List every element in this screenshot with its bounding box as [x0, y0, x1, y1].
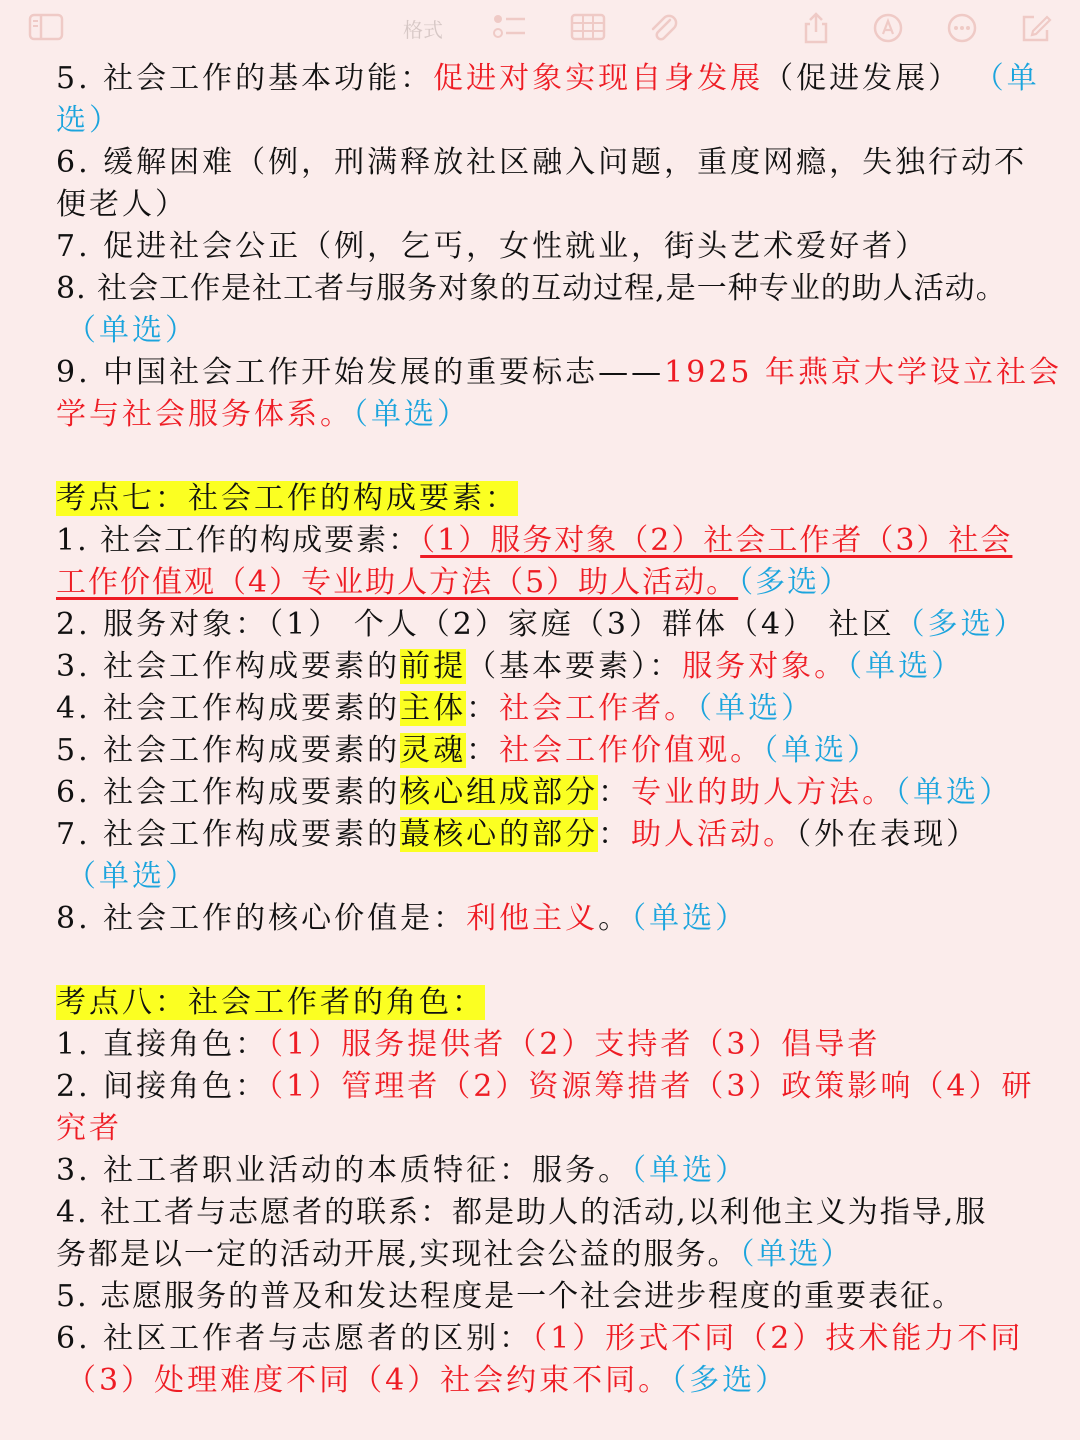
red-text: 究者	[56, 1111, 122, 1146]
note-line	[56, 1318, 1046, 1360]
text: ：	[598, 775, 632, 810]
blue-tag: （单选）	[739, 1237, 853, 1272]
blue-tag: （单选）	[631, 1153, 749, 1188]
text: （外在表现）	[796, 817, 980, 852]
text: 5. 社会工作的基本功能：	[56, 61, 434, 96]
text: 6. 社区工作者与志愿者的区别：	[56, 1321, 533, 1356]
text: 6. 缓解困难（例，刑满释放社区融入问题，重度网瘾，失独行动不	[56, 145, 1028, 180]
blue-tag: 选）	[56, 103, 122, 138]
red-text: 社会工作价值观。	[499, 733, 764, 768]
blue-tag: （多选）	[671, 1363, 789, 1398]
section-heading-8	[56, 982, 1046, 1024]
note-line	[56, 1108, 1046, 1150]
blue-tag: （单	[973, 61, 1040, 96]
share-icon[interactable]	[802, 12, 830, 42]
red-text: 促进对象实现自身发展	[433, 61, 764, 96]
checklist-icon[interactable]	[492, 12, 528, 42]
blue-tag: （单选）	[631, 901, 749, 936]
red-text: 1925 年燕京大学设立社会	[664, 355, 1063, 390]
red-text: 工作价值观（4）专业助人方法（5）助人活动。	[56, 565, 739, 600]
red-text: 服务对象。	[682, 649, 848, 684]
note-line	[56, 1192, 1046, 1234]
text: 2. 服务对象：（1） 个人（2）家庭（3）群体（4） 社区	[56, 607, 895, 642]
blue-tag: （单选）	[66, 859, 198, 894]
blue-tag: （单选）	[763, 733, 881, 768]
highlight-text: 核心组成部分	[400, 775, 599, 810]
red-text: （3）处理难度不同（4）社会约束不同。	[66, 1363, 672, 1398]
text: 8. 社会工作是社工者与服务对象的互动过程,是一种专业的助人活动。	[56, 271, 1007, 306]
note-line	[56, 226, 1046, 268]
sidebar-icon[interactable]	[28, 12, 64, 42]
red-text: （1）服务对象（2）社会工作者（3）社会	[420, 523, 1013, 558]
blue-tag: （单选）	[847, 649, 965, 684]
blue-tag: （多选）	[738, 565, 852, 600]
blue-tag: （单选）	[895, 775, 1013, 810]
text: 7. 社会工作构成要素的	[56, 817, 401, 852]
note-line	[56, 730, 1046, 772]
section-heading-7	[56, 478, 1046, 520]
text: 5. 志愿服务的普及和发达程度是一个社会进步程度的重要表征。	[56, 1279, 965, 1314]
text: 7. 促进社会公正（例，乞丐，女性就业，街头艺术爱好者）	[56, 229, 929, 264]
text: 1. 社会工作的构成要素：	[56, 523, 421, 558]
text: ：	[466, 733, 500, 768]
note-line	[56, 352, 1063, 394]
note-line	[56, 268, 1046, 310]
text: 3. 社会工作构成要素的	[56, 649, 401, 684]
highlight-text: 蕞核心的部分	[400, 817, 599, 852]
note-line	[56, 1150, 1046, 1192]
red-text: 利他主义	[466, 901, 599, 936]
text: 9. 中国社会工作开始发展的重要标志——	[56, 355, 665, 390]
text: 。	[598, 901, 632, 936]
note-line	[56, 562, 1046, 604]
text: 8. 社会工作的核心价值是：	[56, 901, 467, 936]
toolbar	[0, 0, 1080, 56]
text: ：	[598, 817, 632, 852]
highlight-text: 前提	[400, 649, 467, 684]
red-text: （1）形式不同（2）技术能力不同	[532, 1321, 1024, 1356]
table-icon[interactable]	[570, 12, 606, 42]
note-line	[56, 100, 1046, 142]
text: 4. 社工者与志愿者的联系：都是助人的活动,以利他主义为指导,服	[56, 1195, 988, 1230]
note-body[interactable]	[56, 58, 1063, 1402]
text: ：	[466, 691, 500, 726]
attachment-icon[interactable]	[648, 12, 678, 42]
note-line	[56, 604, 1046, 646]
red-text: （1）服务提供者（2）支持者（3）倡导者	[268, 1027, 881, 1062]
text: 5. 社会工作构成要素的	[56, 733, 401, 768]
text: （基本要素）：	[466, 649, 683, 684]
note-line	[56, 184, 1046, 226]
blue-tag: （多选）	[894, 607, 1027, 642]
text: 3. 社工者职业活动的本质特征：服务。	[56, 1153, 632, 1188]
note-line	[56, 772, 1046, 814]
red-text: （1）管理者（2）资源筹措者（3）政策影响（4）研	[268, 1069, 1035, 1104]
note-line	[56, 142, 1046, 184]
text: 1. 直接角色：	[56, 1027, 269, 1062]
text: 4. 社会工作构成要素的	[56, 691, 401, 726]
highlight-text: 主体	[400, 691, 467, 726]
blue-tag: （单选）	[697, 691, 815, 726]
text: 务都是以一定的活动开展,实现社会公益的服务。	[56, 1237, 740, 1272]
markup-icon[interactable]	[872, 12, 904, 42]
red-text: 学与社会服务体系。	[56, 397, 353, 432]
format-label[interactable]: 格式	[403, 18, 443, 42]
note-line	[56, 898, 1046, 940]
note-line	[56, 1066, 1046, 1108]
note-line	[56, 688, 1046, 730]
compose-icon[interactable]	[1020, 12, 1052, 42]
red-text: 社会工作者。	[499, 691, 698, 726]
note-line	[56, 310, 1046, 352]
highlight-text: 灵魂	[400, 733, 467, 768]
text: （促进发展）	[763, 61, 962, 96]
heading-text: 考点七：社会工作的构成要素：	[56, 481, 518, 516]
text: 便老人）	[56, 187, 188, 222]
note-line	[56, 1024, 1046, 1066]
blue-tag: （单选）	[353, 397, 470, 432]
more-icon[interactable]	[946, 12, 978, 42]
note-line	[56, 646, 1046, 688]
red-text: 专业的助人方法。	[631, 775, 896, 810]
note-line	[56, 1360, 1046, 1402]
note-line	[56, 1234, 1046, 1276]
heading-text: 考点八：社会工作者的角色：	[56, 985, 485, 1020]
note-line	[56, 520, 1046, 562]
note-line	[56, 1276, 1046, 1318]
blue-tag: （单选）	[66, 313, 198, 348]
red-text: 助人活动。	[631, 817, 797, 852]
text: 2. 间接角色：	[56, 1069, 269, 1104]
note-line	[56, 394, 1046, 436]
text: 6. 社会工作构成要素的	[56, 775, 401, 810]
note-line	[56, 814, 1046, 856]
note-line	[56, 856, 1046, 898]
note-line	[56, 58, 1046, 100]
